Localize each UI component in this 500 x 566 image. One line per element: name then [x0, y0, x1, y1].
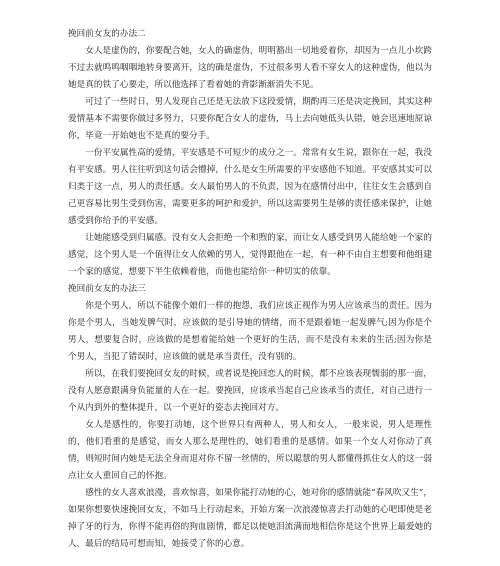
paragraph: 你是个男人，所以不能像个娘们一样的抱怨，我们应该正视作为男人应该承当的责任。因为你是个男人，当她发脾气时，应该做的是引导她的情绪，而不是跟着她一起发脾气;因为你是个男人，想要复合时，应该做的是想着能给她一个更好的生活，而不是没有未来的生活;因为你是个男人，当犯了错误时，应该做的就是承当责任，没有别的。 — [68, 301, 432, 362]
paragraph: 让她能感受到归属感。没有女人会拒绝一个和煦的家，而让女人感受到男人能给她一个家的感觉，这个男人是一个值得让女人依赖的男人，觉得跟他在一起，有一种不由自主想要和他组建一个家的感觉，想要下半生依赖着他，而他也能给你一种切实的依靠。 — [68, 233, 432, 277]
paragraph: 所以，在我们要挽回女友的时候，或者说是挽回恋人的时候，都不应该表现懦弱的那一面，没有人愿意跟满身负能量的人在一起。要挽回，应该承当起自己应该承当的责任，对自己进行一个从内到外的整体提升，以一个更好的姿态去挽回对方。 — [68, 369, 432, 413]
paragraph: 可过了一些时日，男人发现自己还是无法放下这段爱情，期酌再三还是决定挽回，其实这种爱情基本不需要你做过多努力，只要你配合女人的虚伪，马上去向她低头认错，她会迅速地原谅你，毕竟一开始她也不是真的要分手。 — [68, 97, 432, 141]
paragraph: 女人是感性的，你要打动她，这个世界只有两种人，男人和女人，一般来说，男人是理性的，他们看重的是感觉，而女人那么是理性的，她们看重的是感情。如果一个女人对你动了真情，则短时间内她是无法全身而退对你不留一丝情的，所以聪慧的男人都懂得抓住女人的这一弱点让女人重回自己的怀抱。 — [68, 420, 432, 481]
paragraph: 感性的女人喜欢浪漫，喜欢惊喜，如果你能打动她的心，她对你的感情就能“春风吹又生”，如果你想要快速挽回女友，不如马上行动起来，开始方案一次浪漫惊喜去打动她的心吧即使是老掉了牙的行为，你得不能再俗的狗血剧情，都足以使她泪流满面地相信你是这个世界上最爱她的人，最后的结局可想而知，她接受了你的心意。 — [68, 488, 432, 549]
paragraph: 一份平安属性高的爱情，平安感是不可短少的成分之一。常常有女生说，跟你在一起，我没有平安感。男人往往听到这句话会懵掉，什么是女生所需要的平安感他不知道。平安感其实可以归类于这一点，男人的责任感。女人最怕男人的不负责，因为在感情付出中，往往女生会感到自己更容易比男生受到伤害，需要更多的呵护和爱护，所以这需要男生是够的责任感来保护，让她感受到你给予的平安感。 — [68, 148, 432, 226]
section-heading-method-three: 挽回前女友的办法三 — [68, 284, 146, 294]
document-body — [68, 26, 432, 553]
section-heading-method-two: 挽回前女友的办法二 — [68, 29, 146, 39]
paragraph: 女人是虚伪的，你要配合她，女人的确虚伪，明明豁出一切地爱着你，却因为一点儿小坎跨不过去就鸣鸣咽咽地转身要离开，这的确是虚伪，不过很多男人看不穿女人的这种虚伪，他以为她是真的铁了心要走，所以他选择了看着她的背影渐渐消失不见。 — [68, 46, 432, 90]
